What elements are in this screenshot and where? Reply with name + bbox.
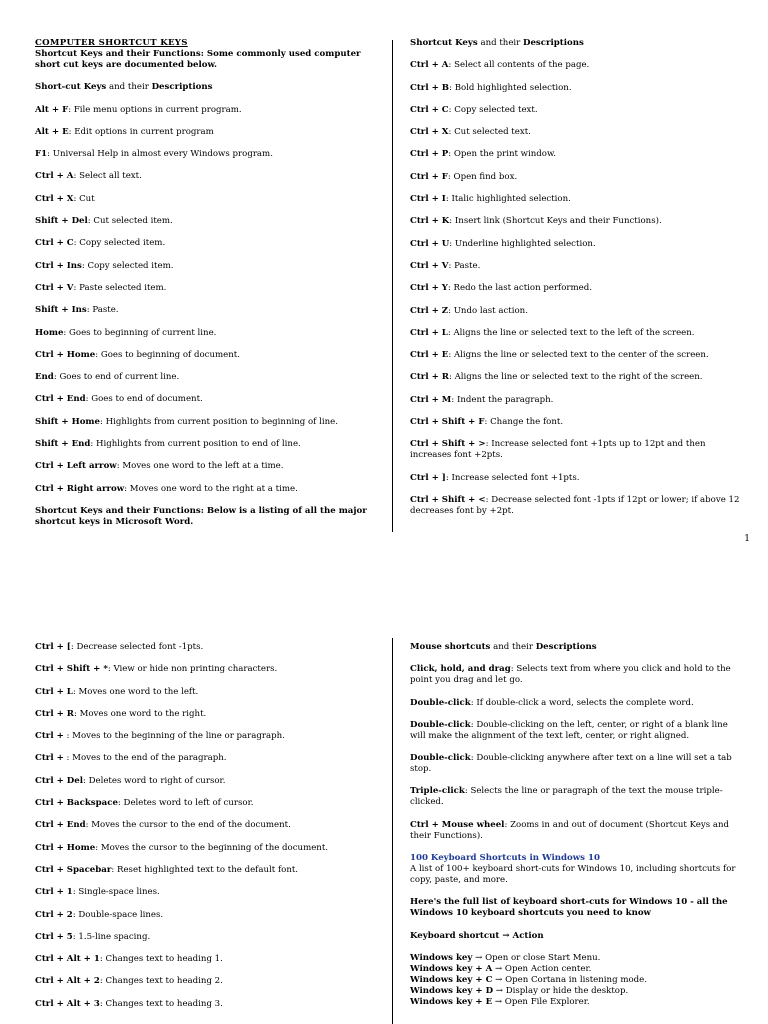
shortcut-item <box>35 261 375 272</box>
shortcut-description: : Goes to end of current line. <box>53 372 180 383</box>
shortcut-key: Triple-click <box>410 786 465 797</box>
shortcut-description: : Decrease selected font -1pts if 12pt or lower; if above 12 decreases font by +2pt. <box>410 494 740 516</box>
shortcut-item <box>35 820 375 831</box>
shortcut-item <box>410 350 745 361</box>
shortcut-item <box>35 976 375 987</box>
shortcut-key: Ctrl + ] <box>410 472 446 483</box>
shortcut-description: : Highlights from current position to beginning of line. <box>99 416 338 427</box>
shortcut-key: Ctrl + Spacebar <box>35 864 112 875</box>
shortcut-key: Windows key + D <box>410 985 494 996</box>
shortcut-item <box>35 194 375 205</box>
shortcut-description: : Highlights from current position to end of line. <box>90 439 301 450</box>
windows-shortcut-item <box>410 986 745 997</box>
descriptions-header: Shortcut Keys and their Descriptions <box>410 38 584 48</box>
shortcut-description: : Moves the cursor to the beginning of the document. <box>95 842 329 853</box>
document-page-2 <box>0 628 768 1024</box>
shortcut-description: : Select all contents of the page. <box>448 60 590 71</box>
column-divider <box>392 638 393 1024</box>
shortcut-list <box>35 642 375 1010</box>
mouse-shortcut-item <box>410 720 745 742</box>
shortcut-item <box>35 283 375 294</box>
shortcut-item <box>35 910 375 921</box>
shortcut-description: : Select all text. <box>73 171 142 182</box>
windows-shortcuts-intro: A list of 100+ keyboard short-cuts for Windows 10, including shortcuts for copy, paste, and more. <box>410 864 736 886</box>
shortcut-item <box>410 261 745 272</box>
shortcut-description: : Bold highlighted selection. <box>449 82 572 93</box>
windows-full-list-heading: Here's the full list of keyboard short-cuts for Windows 10 - all the Windows 10 keyboard shortcuts you need to know <box>410 897 728 919</box>
shortcut-key: Ctrl + Shift + < <box>410 494 486 505</box>
shortcut-description: → Open File Explorer. <box>492 996 590 1007</box>
shortcut-item <box>410 306 745 317</box>
windows-shortcut-list <box>410 953 745 1008</box>
shortcut-item <box>35 328 375 339</box>
shortcut-description: : Selects text from where you click and hold to the point you drag and let go. <box>410 664 731 686</box>
shortcut-key: Ctrl + End <box>35 820 86 831</box>
shortcut-description: : Cut <box>73 193 95 204</box>
shortcut-description: : Reset highlighted text to the default font. <box>111 864 299 875</box>
shortcut-description: : Copy selected text. <box>448 104 538 115</box>
shortcut-key: Ctrl + B <box>410 82 450 93</box>
shortcut-key: Double-click <box>410 719 471 730</box>
shortcut-item <box>35 372 375 383</box>
shortcut-description: : Changes text to heading 3. <box>99 998 223 1009</box>
shortcut-item <box>35 149 375 160</box>
shortcut-item <box>35 843 375 854</box>
shortcut-key: Ctrl + [ <box>35 642 71 652</box>
shortcut-key: Ctrl + <box>35 731 64 742</box>
shortcut-description: : Underline highlighted selection. <box>449 238 596 249</box>
windows-shortcut-item <box>410 953 745 964</box>
shortcut-key: Ctrl + L <box>410 327 448 338</box>
shortcut-description: : Moves one word to the left. <box>72 686 199 697</box>
shortcut-item <box>410 172 745 183</box>
windows-shortcut-item <box>410 975 745 986</box>
shortcut-key: Home <box>35 327 64 338</box>
shortcut-item <box>35 887 375 898</box>
shortcut-item <box>35 932 375 943</box>
shortcut-item <box>35 731 375 742</box>
shortcut-description: : Copy selected item. <box>73 238 166 249</box>
shortcut-description: : Moves to the end of the paragraph. <box>63 753 227 764</box>
page2-right-column <box>410 642 745 1008</box>
shortcut-description: : Double-clicking on the left, center, or right of a blank line will make the alignment of the text left, center, or right aligned. <box>410 719 728 741</box>
shortcut-key: Ctrl + L <box>35 686 73 697</box>
shortcut-item <box>35 439 375 450</box>
shortcut-key: Ctrl + Shift + > <box>410 439 486 450</box>
shortcut-key: Ctrl + U <box>410 238 450 249</box>
shortcut-key: End <box>35 372 54 383</box>
mouse-shortcut-item <box>410 753 745 775</box>
shortcut-item <box>35 776 375 787</box>
shortcut-description: : Copy selected item. <box>81 260 174 271</box>
shortcut-key: Ctrl + R <box>35 708 74 719</box>
shortcut-item <box>35 350 375 361</box>
shortcut-description: : 1.5-line spacing. <box>72 931 151 942</box>
shortcut-key: Ctrl + I <box>410 194 446 205</box>
shortcut-description: : Moves one word to the right at a time. <box>124 483 298 494</box>
shortcut-key: Shift + Del <box>35 216 88 227</box>
shortcut-item <box>410 417 745 428</box>
shortcut-item <box>35 687 375 698</box>
shortcut-description: : File menu options in current program. <box>68 104 242 115</box>
shortcut-key: Alt + E <box>35 126 69 137</box>
shortcut-key: Ctrl + Alt + 1 <box>35 954 100 965</box>
shortcut-description: : Double-space lines. <box>72 909 164 920</box>
shortcut-item <box>35 484 375 495</box>
shortcut-description: : Moves one word to the right. <box>73 708 207 719</box>
shortcut-item <box>35 999 375 1010</box>
shortcut-item <box>410 149 745 160</box>
shortcut-item <box>35 216 375 227</box>
shortcut-item <box>35 105 375 116</box>
shortcut-key: Ctrl + Mouse wheel <box>410 819 505 830</box>
shortcut-description: : Goes to beginning of current line. <box>63 327 217 338</box>
shortcut-description: : Redo the last action performed. <box>447 283 592 294</box>
shortcut-key: Ctrl + Left arrow <box>35 461 117 472</box>
shortcut-item <box>410 495 745 517</box>
shortcut-item <box>410 60 745 71</box>
shortcut-description: : Aligns the line or selected text to the left of the screen. <box>447 327 695 338</box>
intro-paragraph: Shortcut Keys and their Functions: Some commonly used computer short cut keys are documented below. <box>35 49 361 70</box>
shortcut-key: Ctrl + Y <box>410 283 448 294</box>
shortcut-key: Ctrl + 2 <box>35 909 73 920</box>
shortcut-key: Ctrl + <box>35 753 64 764</box>
shortcut-key: Ctrl + A <box>410 60 449 71</box>
shortcut-key: Ctrl + C <box>410 104 449 115</box>
shortcut-key: Ctrl + K <box>410 216 450 227</box>
shortcut-description: : Double-clicking anywhere after text on a line will set a tab stop. <box>410 753 732 775</box>
shortcut-key: Ctrl + Shift + * <box>35 664 108 675</box>
shortcut-description: : Aligns the line or selected text to the right of the screen. <box>448 372 703 383</box>
shortcut-description: : View or hide non printing characters. <box>107 664 278 675</box>
shortcut-description: : Selects the line or paragraph of the text the mouse triple-clicked. <box>410 786 723 808</box>
shortcut-description: : Aligns the line or selected text to the center of the screen. <box>448 350 709 361</box>
shortcut-key: Ctrl + Z <box>410 305 449 316</box>
windows-shortcut-item <box>410 997 745 1008</box>
shortcut-item <box>410 194 745 205</box>
shortcut-key: Shift + End <box>35 439 91 450</box>
mouse-shortcut-item <box>410 698 745 709</box>
shortcut-key: Double-click <box>410 753 471 764</box>
shortcut-item <box>35 642 375 653</box>
shortcut-item <box>410 127 745 138</box>
shortcut-description: : Single-space lines. <box>72 887 160 898</box>
shortcut-key: Windows key + E <box>410 996 493 1007</box>
shortcut-key: Ctrl + Backspace <box>35 798 118 809</box>
shortcut-key: Windows key <box>410 952 473 963</box>
shortcut-key: Shift + Home <box>35 416 100 427</box>
shortcut-key: Ctrl + X <box>35 193 74 204</box>
shortcut-key: Windows key + C <box>410 974 493 985</box>
shortcut-item <box>35 954 375 965</box>
shortcut-description: : Increase selected font +1pts up to 12pt and then increases font +2pts. <box>410 439 706 461</box>
shortcut-item <box>35 127 375 138</box>
shortcut-description: : Italic highlighted selection. <box>445 194 571 205</box>
document-title: COMPUTER SHORTCUT KEYS <box>35 38 188 48</box>
shortcut-key: Ctrl + Alt + 2 <box>35 976 100 987</box>
shortcut-key: Ctrl + End <box>35 394 86 405</box>
shortcut-description: : Paste selected item. <box>73 282 167 293</box>
shortcut-key: Ctrl + X <box>410 127 449 138</box>
shortcut-description: : Increase selected font +1pts. <box>445 472 580 483</box>
shortcut-description: : Cut selected item. <box>87 216 173 227</box>
shortcut-key: Ctrl + 5 <box>35 931 73 942</box>
shortcut-description: : Changes text to heading 1. <box>99 954 223 965</box>
mouse-shortcut-item <box>410 664 745 686</box>
shortcut-description: : Paste. <box>448 260 481 271</box>
page1-right-column <box>410 38 745 528</box>
shortcut-key: Ctrl + V <box>410 260 449 271</box>
shortcut-item <box>35 305 375 316</box>
page2-left-column <box>35 642 375 1021</box>
windows-shortcuts-title: 100 Keyboard Shortcuts in Windows 10 <box>410 853 600 864</box>
shortcut-key: Ctrl + Shift + F <box>410 417 485 428</box>
mouse-shortcut-list <box>410 664 745 841</box>
shortcut-description: : Moves to the beginning of the line or paragraph. <box>63 731 285 742</box>
shortcut-description: : Moves the cursor to the end of the document. <box>85 820 291 831</box>
shortcut-item <box>35 865 375 876</box>
shortcut-key: Ctrl + Home <box>35 349 96 360</box>
shortcut-description: : Goes to beginning of document. <box>95 349 240 360</box>
shortcut-item <box>35 238 375 249</box>
shortcut-description: : Decrease selected font -1pts. <box>70 642 204 652</box>
shortcut-description: : Change the font. <box>484 417 564 428</box>
shortcut-description: : Changes text to heading 2. <box>99 976 223 987</box>
shortcut-key: F1 <box>35 149 48 160</box>
descriptions-header: Mouse shortcuts and their Descriptions <box>410 642 597 652</box>
shortcut-key: Shift + Ins <box>35 305 87 316</box>
column-divider <box>392 40 393 532</box>
shortcut-item <box>35 417 375 428</box>
shortcut-description: : Moves one word to the left at a time. <box>116 461 284 472</box>
shortcut-description: : Open find box. <box>447 171 518 182</box>
shortcut-description: : Insert link (Shortcut Keys and their Functions). <box>449 216 662 227</box>
shortcut-description: → Open or close Start Menu. <box>472 952 601 963</box>
shortcut-item <box>35 171 375 182</box>
shortcut-item <box>410 216 745 227</box>
shortcut-item <box>35 798 375 809</box>
shortcut-item <box>410 83 745 94</box>
shortcut-description: : Zooms in and out of document (Shortcut Keys and their Functions). <box>410 819 730 841</box>
mouse-shortcut-item <box>410 786 745 808</box>
shortcut-description: : Universal Help in almost every Windows program. <box>47 149 273 160</box>
shortcut-item <box>410 283 745 294</box>
shortcut-item <box>410 439 745 461</box>
shortcut-key: Ctrl + R <box>410 372 449 383</box>
windows-shortcut-item <box>410 964 745 975</box>
shortcut-description: : Goes to end of document. <box>85 394 203 405</box>
descriptions-header: Short-cut Keys and their Descriptions <box>35 82 213 93</box>
shortcut-key: Ctrl + F <box>410 171 448 182</box>
shortcut-key: Double-click <box>410 697 471 708</box>
shortcut-item <box>410 239 745 250</box>
shortcut-list <box>410 60 745 517</box>
shortcut-item <box>35 709 375 720</box>
shortcut-description: : Deletes word to right of cursor. <box>82 775 226 786</box>
shortcut-key: Ctrl + P <box>410 149 449 160</box>
shortcut-key: Ctrl + M <box>410 394 452 405</box>
shortcut-item <box>410 473 745 484</box>
shortcut-key: Click, hold, and drag <box>410 664 511 675</box>
shortcut-key: Alt + F <box>35 104 69 115</box>
shortcut-key: Ctrl + Right arrow <box>35 483 125 494</box>
page-number: 1 <box>744 534 750 544</box>
shortcut-description: : Open the print window. <box>448 149 557 160</box>
page1-left-column <box>35 38 375 539</box>
shortcut-key: Ctrl + Home <box>35 842 96 853</box>
shortcut-item <box>410 105 745 116</box>
shortcut-description: : Deletes word to left of cursor. <box>117 798 254 809</box>
shortcut-description: : If double-click a word, selects the complete word. <box>470 697 694 708</box>
shortcut-description: → Open Action center. <box>492 963 592 974</box>
shortcut-description: : Edit options in current program <box>68 126 214 137</box>
shortcut-item <box>410 395 745 406</box>
shortcut-description: → Display or hide the desktop. <box>493 985 629 996</box>
word-shortcuts-intro: Shortcut Keys and their Functions: Below is a listing of all the major shortcut keys in Microsoft Word. <box>35 505 367 527</box>
shortcut-description: : Indent the paragraph. <box>451 394 554 405</box>
shortcut-list <box>35 105 375 495</box>
shortcut-key: Ctrl + A <box>35 171 74 182</box>
shortcut-item <box>410 372 745 383</box>
shortcut-key: Ctrl + Del <box>35 775 83 786</box>
shortcut-key: Ctrl + C <box>35 238 74 249</box>
shortcut-item <box>35 461 375 472</box>
shortcut-key: Ctrl + Alt + 3 <box>35 998 100 1009</box>
shortcut-item <box>35 394 375 405</box>
shortcut-key: Ctrl + Ins <box>35 260 82 271</box>
shortcut-item <box>35 753 375 764</box>
shortcut-description: : Undo last action. <box>448 305 528 316</box>
shortcut-item <box>35 664 375 675</box>
shortcut-key: Ctrl + V <box>35 282 74 293</box>
shortcut-item <box>410 328 745 339</box>
shortcut-description: : Cut selected text. <box>448 127 531 138</box>
shortcut-description: : Paste. <box>86 305 119 316</box>
shortcut-key: Ctrl + 1 <box>35 887 73 898</box>
shortcut-key: Ctrl + E <box>410 350 449 361</box>
shortcut-key: Windows key + A <box>410 963 493 974</box>
shortcut-description: → Open Cortana in listening mode. <box>492 974 647 985</box>
windows-table-header: Keyboard shortcut → Action <box>410 930 544 941</box>
mouse-shortcut-item <box>410 820 745 842</box>
